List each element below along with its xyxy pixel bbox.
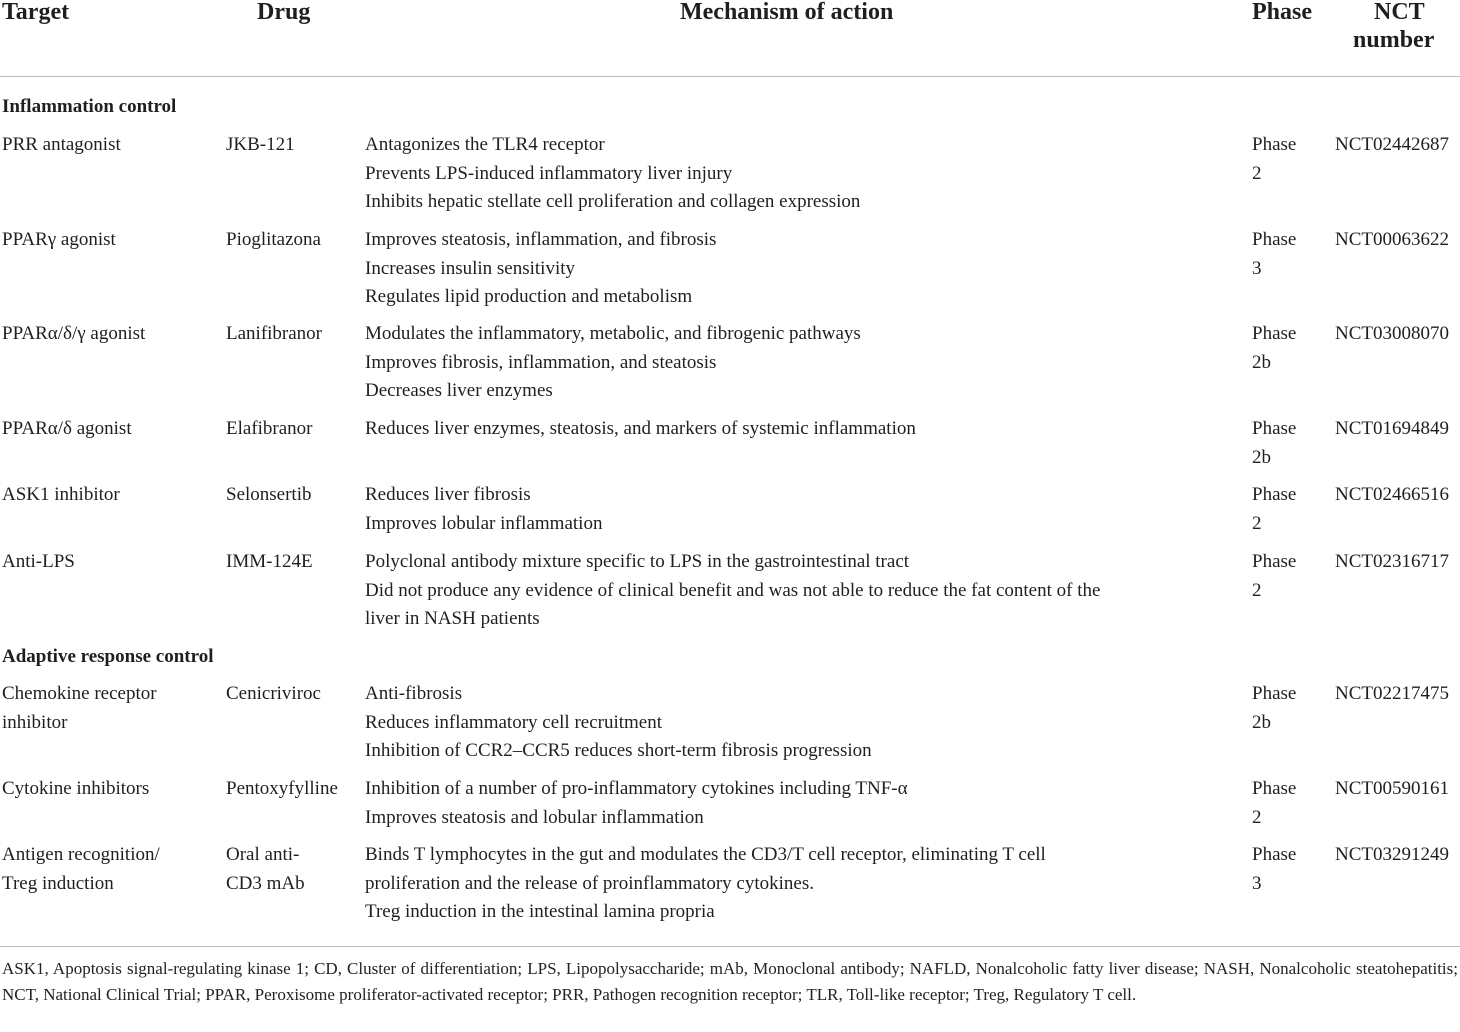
drug-cell: Pentoxyfylline (226, 778, 338, 799)
mechanism-cell: Antagonizes the TLR4 receptor Prevents LPS-induced inflammatory liver injury Inhibits hepatic stellate cell proliferation and collagen expression (365, 134, 861, 213)
header-nct-line2: number (1353, 27, 1435, 53)
target-cell: Chemokine receptor inhibitor (2, 683, 157, 733)
phase-cell: Phase 2b (1252, 418, 1297, 468)
phase-cell: Phase 3 (1252, 229, 1297, 279)
section-title: Inflammation control (2, 96, 177, 117)
target-cell: PRR antagonist (2, 134, 121, 155)
header-drug: Drug (257, 0, 311, 25)
target-cell: PPARα/δ/γ agonist (2, 323, 146, 344)
table-header (0, 0, 1460, 76)
mechanism-cell: Polyclonal antibody mixture specific to LPS in the gastrointestinal tract Did not produce any evidence of clinical benefit and was not able to reduce the fat content of the liver in NASH patients (365, 551, 1101, 630)
phase-cell: Phase 2b (1252, 683, 1297, 733)
target-cell: Anti-LPS (2, 551, 75, 572)
drug-cell: IMM-124E (226, 551, 313, 572)
mechanism-cell: Anti-fibrosis Reduces inflammatory cell recruitment Inhibition of CCR2–CCR5 reduces short-term fibrosis progression (365, 683, 872, 762)
header-rule (0, 76, 1460, 77)
target-cell: ASK1 inhibitor (2, 484, 120, 505)
target-cell: Antigen recognition/ Treg induction (2, 844, 160, 894)
mechanism-cell: Reduces liver fibrosis Improves lobular inflammation (365, 484, 603, 534)
header-target: Target (2, 0, 70, 25)
nct-cell: NCT02466516 (1335, 484, 1449, 505)
target-cell: Cytokine inhibitors (2, 778, 150, 799)
header-nct-line1: NCT (1374, 0, 1425, 25)
header-phase: Phase (1252, 0, 1312, 25)
nct-cell: NCT03008070 (1335, 323, 1449, 344)
drug-cell: Lanifibranor (226, 323, 323, 344)
phase-cell: Phase 2b (1252, 323, 1297, 373)
drug-cell: Selonsertib (226, 484, 312, 505)
mechanism-cell: Binds T lymphocytes in the gut and modulates the CD3/T cell receptor, eliminating T cell proliferation and the release of proinflammatory cytokines. Treg induction in the intestinal lamina propria (365, 844, 1046, 923)
nct-cell: NCT00590161 (1335, 778, 1449, 799)
nct-cell: NCT00063622 (1335, 229, 1449, 250)
footer-rule (0, 946, 1460, 947)
drug-cell: Elafibranor (226, 418, 313, 439)
phase-cell: Phase 2 (1252, 778, 1297, 828)
nct-cell: NCT02316717 (1335, 551, 1449, 572)
target-cell: PPARγ agonist (2, 229, 116, 250)
phase-cell: Phase 3 (1252, 844, 1297, 894)
drug-cell: Oral anti- CD3 mAb (226, 844, 305, 894)
header-mechanism: Mechanism of action (680, 0, 894, 25)
mechanism-cell: Improves steatosis, inflammation, and fibrosis Increases insulin sensitivity Regulates lipid production and metabolism (365, 229, 717, 308)
phase-cell: Phase 2 (1252, 134, 1297, 184)
nct-cell: NCT02442687 (1335, 134, 1449, 155)
nct-cell: NCT02217475 (1335, 683, 1449, 704)
nct-cell: NCT01694849 (1335, 418, 1449, 439)
nct-cell: NCT03291249 (1335, 844, 1449, 865)
mechanism-cell: Reduces liver enzymes, steatosis, and markers of systemic inflammation (365, 418, 916, 439)
mechanism-cell: Inhibition of a number of pro-inflammatory cytokines including TNF-α Improves steatosis and lobular inflammation (365, 778, 908, 828)
target-cell: PPARα/δ agonist (2, 418, 132, 439)
phase-cell: Phase 2 (1252, 551, 1297, 601)
drug-cell: JKB-121 (226, 134, 295, 155)
section-title: Adaptive response control (2, 646, 214, 667)
phase-cell: Phase 2 (1252, 484, 1297, 534)
abbreviations-footnote: ASK1, Apoptosis signal-regulating kinase 1; CD, Cluster of differentiation; LPS, Lipopolysaccharide; mAb, Monoclonal antibody; NAFLD, Nonalcoholic fatty liver disease; NASH, Nonalcoholic steatohepatitis; NCT, National Clinical Trial; PPAR, Peroxisome proliferator-activated receptor; PRR, Pathogen recognition receptor; TLR, Toll-like receptor; Treg, Regulatory T cell. (2, 959, 1458, 1004)
mechanism-cell: Modulates the inflammatory, metabolic, and fibrogenic pathways Improves fibrosis, inflammation, and steatosis Decreases liver enzymes (365, 323, 861, 402)
drug-cell: Cenicriviroc (226, 683, 321, 704)
drug-cell: Pioglitazona (226, 229, 321, 250)
